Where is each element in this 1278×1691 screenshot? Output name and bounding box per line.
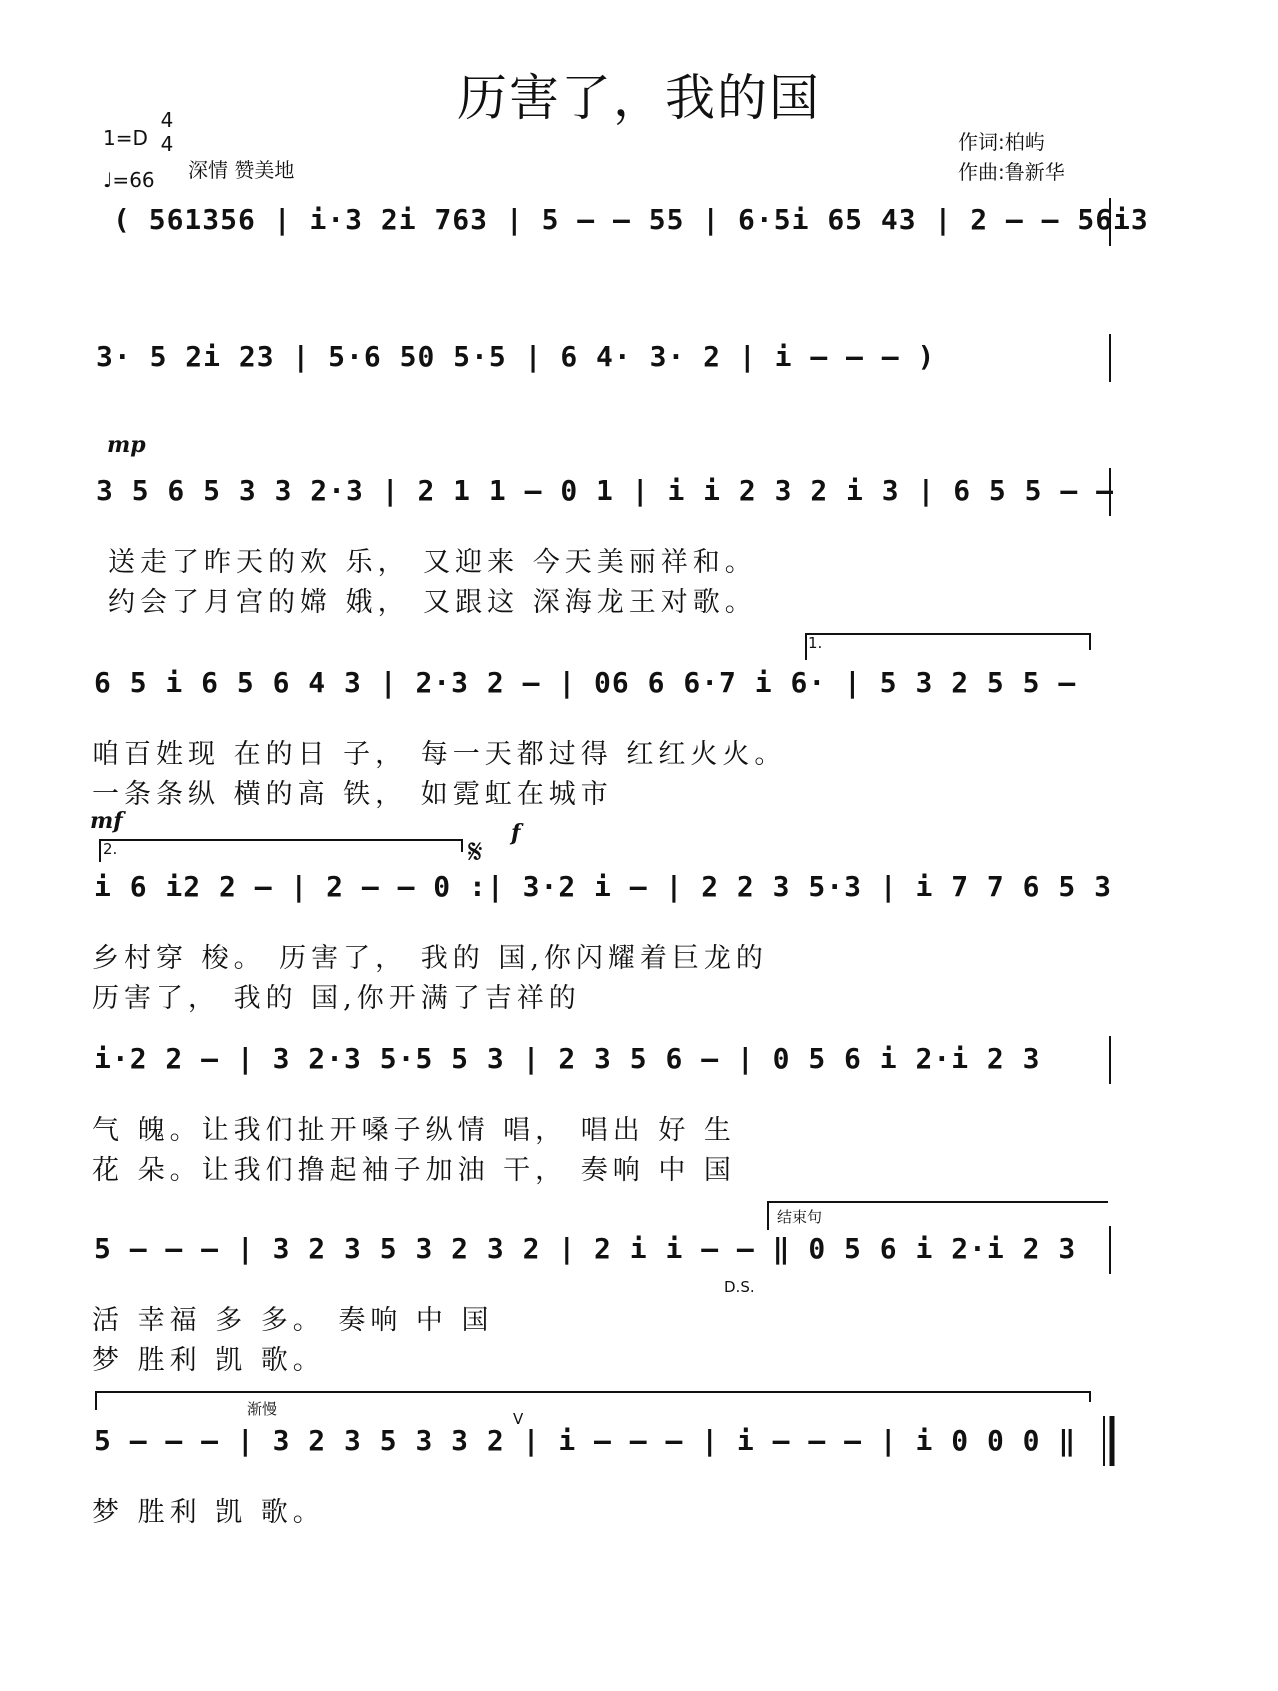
measure: 3 2 3 5 3 2 3 2 bbox=[272, 1232, 541, 1265]
measure: 5·6 50 5·5 bbox=[328, 340, 507, 373]
row-3-lyric-2: 约会了月宫的嫦 娥， 又跟这 深海龙王对歌。 bbox=[108, 587, 757, 618]
measure: 6 5 5 – – bbox=[953, 474, 1114, 507]
row-7-notes: 5 – – – | 3 2 3 5 3 2 3 2 | 2 i i – – ‖ 0 5 6 i 2·i 2 3 bbox=[94, 1232, 1077, 1265]
measure: 5 – – – bbox=[94, 1424, 220, 1457]
row-5-lyric-2: 历害了， 我的 国,你开满了吉祥的 bbox=[92, 983, 581, 1014]
measure: 2 i i – – bbox=[594, 1232, 755, 1265]
row-5-notes: i 6 i2 2 – | 2 – – 0 :| 3·2 i – | 2 2 3 5·3 | i 7 7 6 5 3 bbox=[94, 870, 1112, 903]
row-5-lyric-1: 乡村穿 梭。 历害了， 我的 国,你闪耀着巨龙的 bbox=[92, 943, 768, 974]
dynamic-mp: mp bbox=[107, 432, 146, 458]
expression-mark: 深情 赞美地 bbox=[188, 158, 295, 182]
breath-mark: V bbox=[513, 1410, 524, 1428]
measure: i – – – bbox=[558, 1424, 684, 1457]
measure: i 0 0 0 bbox=[915, 1424, 1041, 1457]
row-4-lyric-1: 咱百姓现 在的日 子， 每一天都过得 红红火火。 bbox=[92, 739, 787, 770]
dynamic-mf: mf bbox=[90, 808, 123, 834]
ds-mark: D.S. bbox=[724, 1278, 755, 1296]
tempo-mark: ♩=66 bbox=[103, 168, 155, 192]
measure: 3 2 3 5 3 3 2 bbox=[272, 1424, 505, 1457]
row-8-notes: 5 – – – | 3 2 3 5 3 3 2 | i – – – | i – – – | i 0 0 0 ‖ bbox=[94, 1424, 1077, 1457]
measure: 3 5 6 5 3 3 2·3 bbox=[96, 474, 364, 507]
row-2-notes: 3· 5 2i 23 | 5·6 50 5·5 | 6 4· 3· 2 | i – – – ) bbox=[96, 340, 936, 373]
measure: i – – – ) bbox=[774, 340, 936, 373]
row-6-lyric-1: 气 魄。让我们扯开嗓子纵情 唱， 唱出 好 生 bbox=[92, 1115, 736, 1146]
measure: 5 – – – bbox=[94, 1232, 220, 1265]
row-3-notes: 3 5 6 5 3 3 2·3 | 2 1 1 – 0 1 | i i 2 3 2 i 3 | 6 5 5 – – bbox=[96, 474, 1114, 507]
measure: 3·2 i – bbox=[522, 870, 648, 903]
row-8-lyric-1: 梦 胜利 凯 歌。 bbox=[92, 1497, 325, 1528]
measure: i 6 i2 2 – bbox=[94, 870, 273, 903]
row-7-lyric-2: 梦 胜利 凯 歌。 bbox=[92, 1345, 325, 1376]
measure: i·3 2i 763 bbox=[309, 203, 489, 236]
measure: i·2 2 – bbox=[94, 1042, 220, 1075]
row-6-lyric-2: 花 朵。让我们撸起袖子加油 干， 奏响 中 国 bbox=[92, 1155, 736, 1186]
row-3-lyric-1: 送走了昨天的欢 乐， 又迎来 今天美丽祥和。 bbox=[108, 547, 757, 578]
measure: 0 5 6 i 2·i 2 3 bbox=[808, 1232, 1077, 1265]
segno-icon: 𝄋 bbox=[468, 832, 483, 872]
measure: 5 3 2 5 5 – bbox=[879, 666, 1077, 699]
row-4-lyric-2: 一条条纵 横的高 铁， 如霓虹在城市 bbox=[92, 779, 613, 810]
rit-mark: 渐慢 bbox=[247, 1400, 278, 1418]
measure: 6 4· 3· 2 bbox=[560, 340, 722, 373]
composer-credit: 作曲:鲁新华 bbox=[958, 160, 1065, 184]
row-7-lyric-1: 活 幸福 多 多。 奏响 中 国 bbox=[92, 1305, 494, 1336]
volta-2-label: 2. bbox=[103, 840, 118, 858]
measure: 2·3 2 – bbox=[415, 666, 541, 699]
measure: 2 – – 0 bbox=[326, 870, 452, 903]
measure: i – – – bbox=[736, 1424, 862, 1457]
ending-label: 结束句 bbox=[777, 1208, 823, 1226]
lyricist-credit: 作词:柏屿 bbox=[958, 130, 1045, 154]
measure: ( 561356 bbox=[113, 203, 256, 236]
measure: 3 2·3 5·5 5 3 bbox=[272, 1042, 505, 1075]
measure: 6 5 i 6 5 6 4 3 bbox=[94, 666, 362, 699]
measure: 2 3 5 6 – bbox=[558, 1042, 720, 1075]
song-title: 历害了，我的国 bbox=[457, 69, 821, 127]
dynamic-f: f bbox=[511, 820, 521, 846]
time-sig-bottom: 4 bbox=[160, 132, 174, 156]
measure: 6·5i 65 43 bbox=[738, 203, 917, 236]
measure: 5 – – 55 bbox=[541, 203, 685, 236]
key-signature: 1=D bbox=[103, 126, 148, 150]
measure: 2 1 1 – 0 1 bbox=[417, 474, 614, 507]
row-1-notes: ( 561356 | i·3 2i 763 | 5 – – 55 | 6·5i 65 43 | 2 – – 56i3 bbox=[113, 203, 1149, 236]
measure: 2 2 3 5·3 bbox=[701, 870, 862, 903]
measure: i i 2 3 2 i 3 bbox=[667, 474, 900, 507]
measure: 06 6 6·7 i 6· bbox=[594, 666, 827, 699]
time-sig-top: 4 bbox=[160, 108, 174, 132]
measure: i 7 7 6 5 3 bbox=[915, 870, 1112, 903]
volta-1-label: 1. bbox=[808, 634, 823, 652]
measure: 0 5 6 i 2·i 2 3 bbox=[772, 1042, 1041, 1075]
row-6-notes: i·2 2 – | 3 2·3 5·5 5 3 | 2 3 5 6 – | 0 5 6 i 2·i 2 3 bbox=[94, 1042, 1041, 1075]
measure: 2 – – 56i3 bbox=[970, 203, 1149, 236]
row-4-notes: 6 5 i 6 5 6 4 3 | 2·3 2 – | 06 6 6·7 i 6· | 5 3 2 5 5 – bbox=[94, 666, 1077, 699]
measure: 3· 5 2i 23 bbox=[96, 340, 275, 373]
